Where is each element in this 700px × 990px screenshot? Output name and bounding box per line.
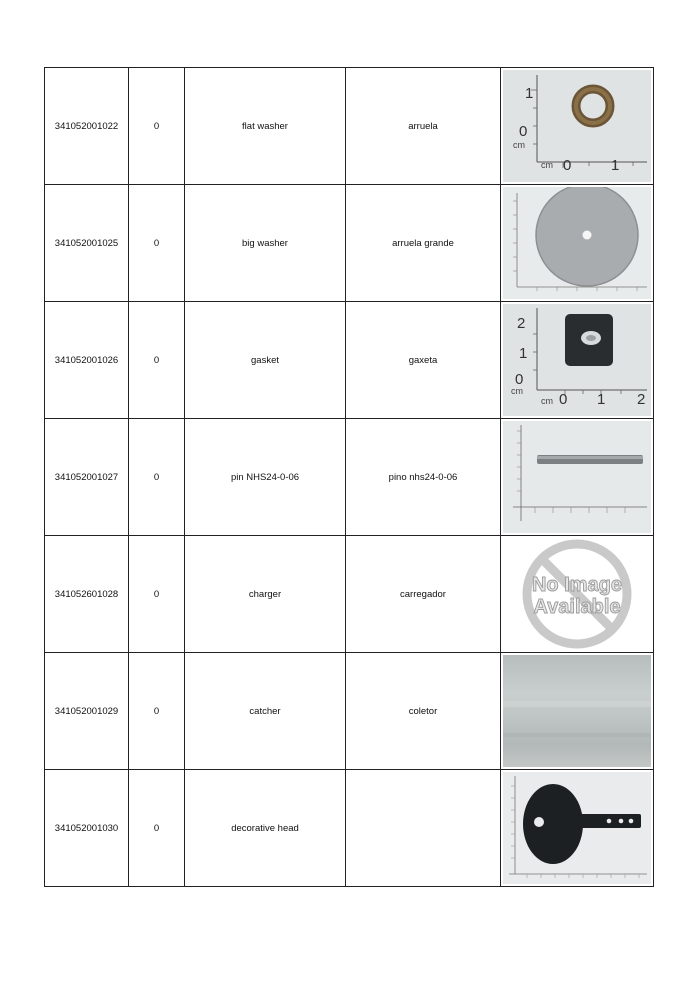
big-washer-photo bbox=[503, 187, 651, 299]
english-name-cell: decorative head bbox=[185, 770, 346, 887]
part-code-cell: 341052001022 bbox=[45, 68, 129, 185]
english-name-cell: pin NHS24-0-06 bbox=[185, 419, 346, 536]
ruler-label: 2 bbox=[517, 315, 526, 332]
ruler-label: 1 bbox=[611, 157, 620, 174]
table-row bbox=[45, 419, 654, 536]
flat-washer-photo bbox=[503, 70, 651, 182]
catcher-photo bbox=[503, 655, 651, 767]
part-image-cell bbox=[501, 419, 654, 536]
ruler-label: 1 bbox=[597, 391, 606, 408]
english-name-cell: flat washer bbox=[185, 68, 346, 185]
table-row bbox=[45, 302, 654, 419]
table-row bbox=[45, 185, 654, 302]
ruler-label: 0 bbox=[563, 157, 572, 174]
quantity-cell: 0 bbox=[129, 419, 185, 536]
ruler-label: 0 bbox=[515, 371, 524, 388]
quantity-cell: 0 bbox=[129, 68, 185, 185]
quantity-cell: 0 bbox=[129, 770, 185, 887]
part-image-cell bbox=[501, 536, 654, 653]
ruler-unit: cm bbox=[513, 140, 525, 150]
part-code-cell: 341052001029 bbox=[45, 653, 129, 770]
table-row bbox=[45, 536, 654, 653]
ruler-unit: cm bbox=[511, 386, 523, 396]
english-name-cell: big washer bbox=[185, 185, 346, 302]
part-image-cell bbox=[501, 68, 654, 185]
part-image-cell bbox=[501, 185, 654, 302]
portuguese-name-cell: arruela grande bbox=[346, 185, 501, 302]
ruler-label: 1 bbox=[525, 85, 534, 102]
portuguese-name-cell: pino nhs24-0-06 bbox=[346, 419, 501, 536]
no-image-placeholder bbox=[503, 538, 651, 650]
table-row bbox=[45, 653, 654, 770]
part-code-cell: 341052001030 bbox=[45, 770, 129, 887]
portuguese-name-cell: gaxeta bbox=[346, 302, 501, 419]
quantity-cell: 0 bbox=[129, 185, 185, 302]
part-code-cell: 341052001027 bbox=[45, 419, 129, 536]
table-row bbox=[45, 770, 654, 887]
part-image-cell bbox=[501, 770, 654, 887]
english-name-cell: gasket bbox=[185, 302, 346, 419]
table-row bbox=[45, 68, 654, 185]
english-name-cell: charger bbox=[185, 536, 346, 653]
ruler-unit: cm bbox=[541, 160, 553, 170]
part-code-cell: 341052601028 bbox=[45, 536, 129, 653]
portuguese-name-cell: coletor bbox=[346, 653, 501, 770]
portuguese-name-cell: carregador bbox=[346, 536, 501, 653]
no-image-text: Available bbox=[533, 596, 621, 618]
quantity-cell: 0 bbox=[129, 536, 185, 653]
ruler-label: 2 bbox=[637, 391, 646, 408]
part-code-cell: 341052001025 bbox=[45, 185, 129, 302]
portuguese-name-cell bbox=[346, 770, 501, 887]
ruler-label: 0 bbox=[519, 123, 528, 140]
ruler-unit: cm bbox=[541, 396, 553, 406]
parts-table bbox=[44, 67, 654, 887]
part-code-cell: 341052001026 bbox=[45, 302, 129, 419]
portuguese-name-cell: arruela bbox=[346, 68, 501, 185]
ruler-label: 1 bbox=[519, 345, 528, 362]
pin-photo bbox=[503, 421, 651, 533]
quantity-cell: 0 bbox=[129, 302, 185, 419]
decorative-head-photo bbox=[503, 772, 651, 884]
english-name-cell: catcher bbox=[185, 653, 346, 770]
no-image-text: No Image bbox=[531, 574, 623, 596]
part-image-cell bbox=[501, 653, 654, 770]
gasket-photo bbox=[503, 304, 651, 416]
quantity-cell: 0 bbox=[129, 653, 185, 770]
part-image-cell bbox=[501, 302, 654, 419]
ruler-label: 0 bbox=[559, 391, 568, 408]
